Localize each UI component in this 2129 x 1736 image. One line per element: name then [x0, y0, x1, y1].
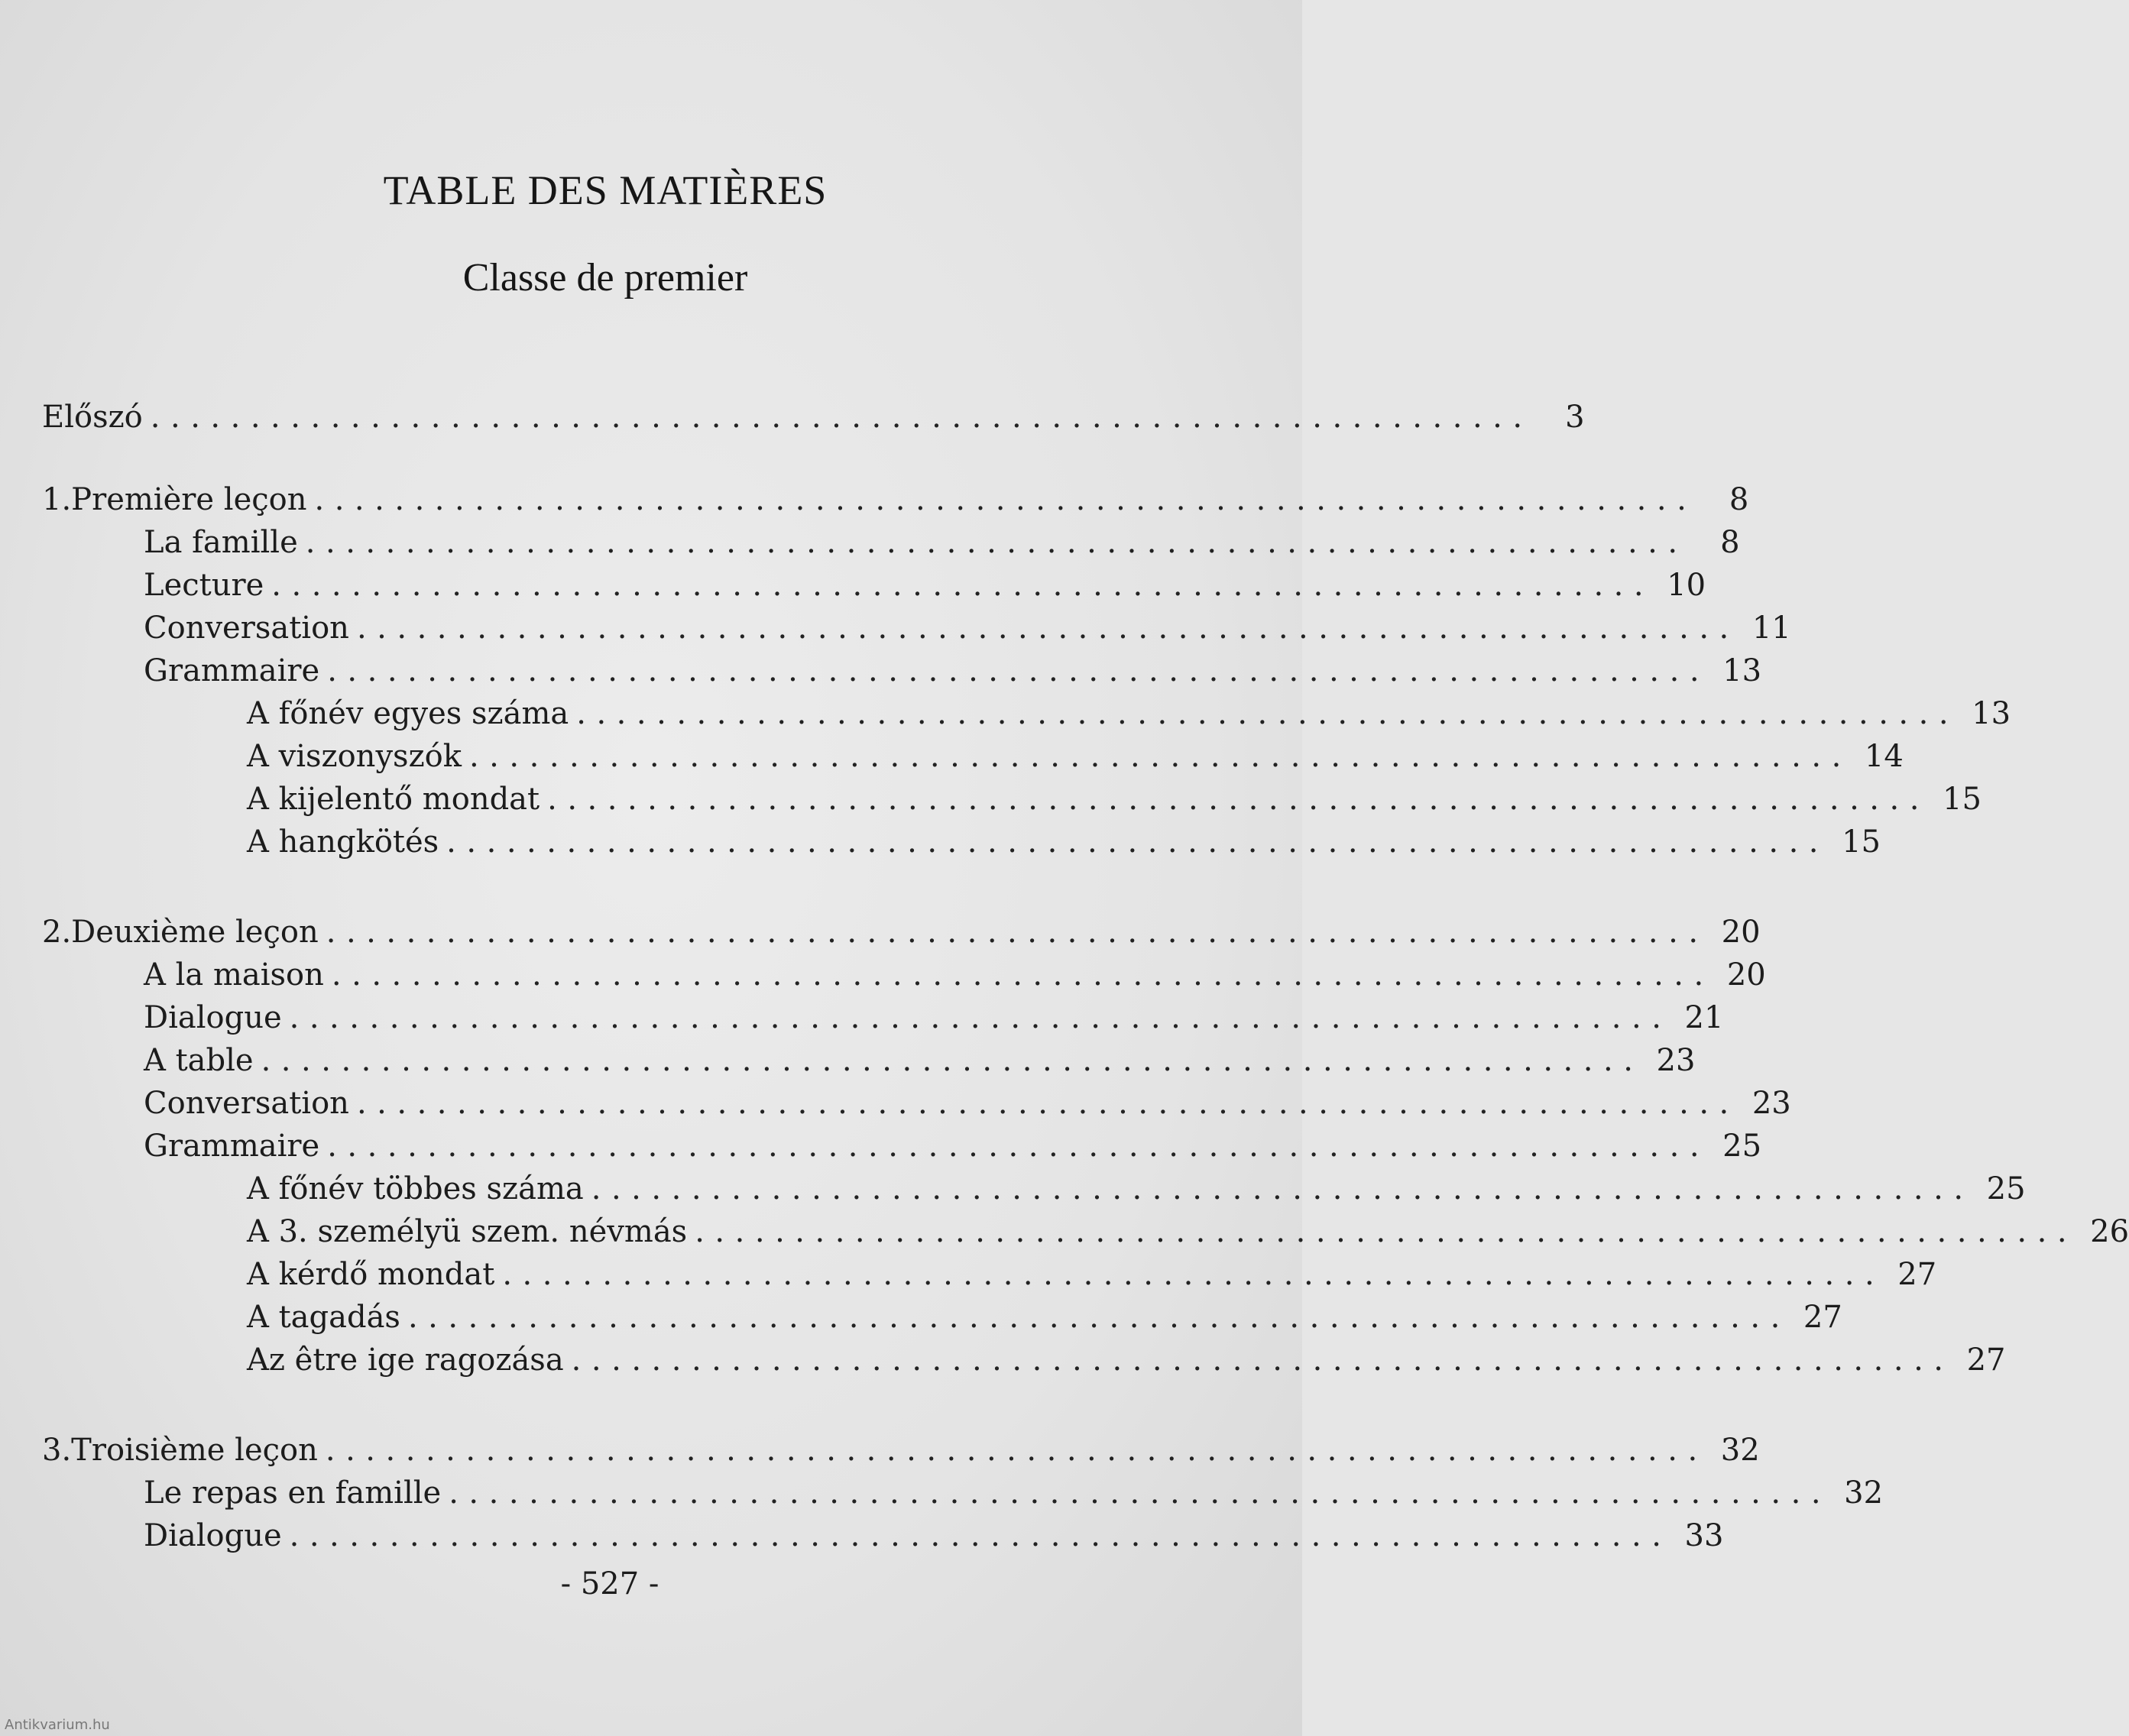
dot-leader: .....................................................................	[449, 1475, 1832, 1511]
dot-leader: .....................................................................	[327, 653, 1710, 688]
toc-entry-subsection	[42, 1255, 1937, 1294]
toc-entry-lesson	[42, 480, 1749, 520]
toc-entry-page: 14	[1864, 739, 1904, 774]
toc-entry-label: A 3. személyü szem. névmás	[247, 1214, 688, 1249]
toc-entry-label: La famille	[144, 525, 298, 560]
toc-entry-label: Première leçon	[71, 482, 307, 517]
toc-entry-label: Előszó	[42, 400, 143, 435]
toc-entry-page: 10	[1667, 568, 1706, 603]
dot-leader: .....................................................................	[695, 1214, 2078, 1249]
dot-leader: .....................................................................	[356, 1086, 1739, 1121]
toc-entry-preface	[42, 397, 1585, 437]
toc-entry-label: Conversation	[144, 1086, 349, 1121]
toc-entry-page: 15	[1943, 782, 1982, 817]
dot-leader: .....................................................................	[305, 525, 1688, 560]
toc-entry-label: Le repas en famille	[144, 1475, 442, 1511]
dot-leader: .....................................................................	[446, 824, 1829, 860]
dot-leader: .....................................................................	[468, 739, 1852, 774]
toc-entry-page: 8	[1729, 482, 1749, 517]
toc-entry-page: 21	[1684, 1000, 1724, 1035]
dot-leader: .....................................................................	[289, 1000, 1672, 1035]
dot-leader: .....................................................................	[502, 1257, 1885, 1292]
toc-entry-page: 3	[1565, 400, 1585, 435]
dot-leader: .....................................................................	[314, 482, 1697, 517]
toc-entry-number: 2.	[42, 915, 72, 950]
dot-leader: .....................................................................	[547, 782, 1930, 817]
toc-entry-page: 20	[1721, 915, 1761, 950]
toc-entry-label: Az être ige ragozása	[247, 1342, 564, 1378]
toc-entry-subsection	[42, 779, 1982, 819]
toc-entry-label: A hangkötés	[247, 824, 439, 860]
toc-entry-section	[42, 1083, 1791, 1123]
toc-entry-section	[42, 998, 1724, 1038]
toc-entry-subsection	[42, 1340, 2006, 1380]
toc-entry-page: 11	[1751, 611, 1791, 646]
toc-entry-label: A főnév többes száma	[247, 1171, 584, 1206]
toc-entry-page: 13	[1722, 653, 1762, 688]
toc-entry-page: 32	[1844, 1475, 1884, 1511]
toc-entry-section	[42, 608, 1791, 648]
toc-entry-label: Conversation	[144, 611, 349, 646]
toc-entry-section	[42, 565, 1706, 605]
toc-entry-label: A tagadás	[247, 1300, 400, 1335]
dot-leader: .....................................................................	[407, 1300, 1790, 1335]
toc-entry-label: Troisième leçon	[71, 1433, 318, 1468]
toc-entry-page: 23	[1751, 1086, 1791, 1121]
dot-leader: .....................................................................	[150, 400, 1533, 435]
toc-entry-page: 20	[1726, 957, 1766, 993]
toc-entry-lesson	[42, 1430, 1760, 1470]
dot-leader: .....................................................................	[325, 1433, 1708, 1468]
toc-entry-section	[42, 1041, 1696, 1080]
toc-entry-label: Grammaire	[144, 653, 320, 688]
toc-entry-section	[42, 523, 1740, 562]
page-title: TABLE DES MATIÈRES	[383, 167, 828, 213]
toc-entry-number: 1.	[42, 482, 72, 517]
toc-entry-subsection	[42, 694, 2011, 734]
dot-leader: .....................................................................	[591, 1171, 1974, 1206]
toc-entry-label: A table	[144, 1043, 254, 1078]
toc-entry-page: 8	[1720, 525, 1740, 560]
toc-entry-label: A főnév egyes száma	[247, 696, 569, 731]
toc-entry-section	[42, 955, 1766, 995]
dot-leader: .....................................................................	[356, 611, 1739, 646]
dot-leader: .....................................................................	[571, 1342, 1954, 1378]
toc-entry-subsection	[42, 1297, 1842, 1337]
toc-entry-page: 26	[2090, 1214, 2129, 1249]
toc-entry-subsection	[42, 737, 1904, 776]
dot-leader: .....................................................................	[271, 568, 1654, 603]
toc-entry-page: 15	[1842, 824, 1881, 860]
toc-entry-subsection	[42, 1212, 2129, 1252]
toc-entry-lesson	[42, 912, 1761, 952]
toc-entry-page: 25	[1722, 1129, 1762, 1164]
toc-entry-section	[42, 1126, 1762, 1166]
toc-entry-label: Grammaire	[144, 1129, 320, 1164]
toc-entry-page: 27	[1803, 1300, 1842, 1335]
toc-entry-page: 27	[1897, 1257, 1937, 1292]
toc-entry-label: A kérdő mondat	[247, 1257, 495, 1292]
toc-entry-page: 33	[1684, 1518, 1724, 1553]
toc-entry-label: Dialogue	[144, 1518, 282, 1553]
toc-entry-page: 27	[1966, 1342, 2006, 1378]
toc-entry-page: 25	[1986, 1171, 2026, 1206]
dot-leader: .....................................................................	[576, 696, 1959, 731]
toc-entry-subsection	[42, 1169, 2026, 1209]
dot-leader: .....................................................................	[327, 1129, 1710, 1164]
dot-leader: .....................................................................	[326, 915, 1709, 950]
toc-entry-label: A kijelentő mondat	[247, 782, 540, 817]
dot-leader: .....................................................................	[261, 1043, 1644, 1078]
dot-leader: .....................................................................	[331, 957, 1714, 993]
toc-entry-page: 13	[1972, 696, 2011, 731]
toc-entry-label: A viszonyszók	[247, 739, 462, 774]
toc-entry-subsection	[42, 822, 1881, 862]
toc-entry-page: 32	[1720, 1433, 1760, 1468]
toc-entry-label: A la maison	[144, 957, 324, 993]
page-number: - 527 -	[560, 1566, 659, 1602]
page-subtitle: Classe de premier	[462, 256, 748, 300]
toc-entry-number: 3.	[42, 1433, 72, 1468]
dot-leader: .....................................................................	[289, 1518, 1672, 1553]
toc-entry-label: Dialogue	[144, 1000, 282, 1035]
watermark-text: Antikvarium.hu	[5, 1717, 110, 1733]
toc-entry-section	[42, 651, 1762, 691]
toc-entry-label: Lecture	[144, 568, 264, 603]
toc-entry-label: Deuxième leçon	[71, 915, 319, 950]
toc-entry-section	[42, 1473, 1884, 1513]
toc-entry-page: 23	[1656, 1043, 1696, 1078]
toc-entry-section	[42, 1516, 1724, 1556]
